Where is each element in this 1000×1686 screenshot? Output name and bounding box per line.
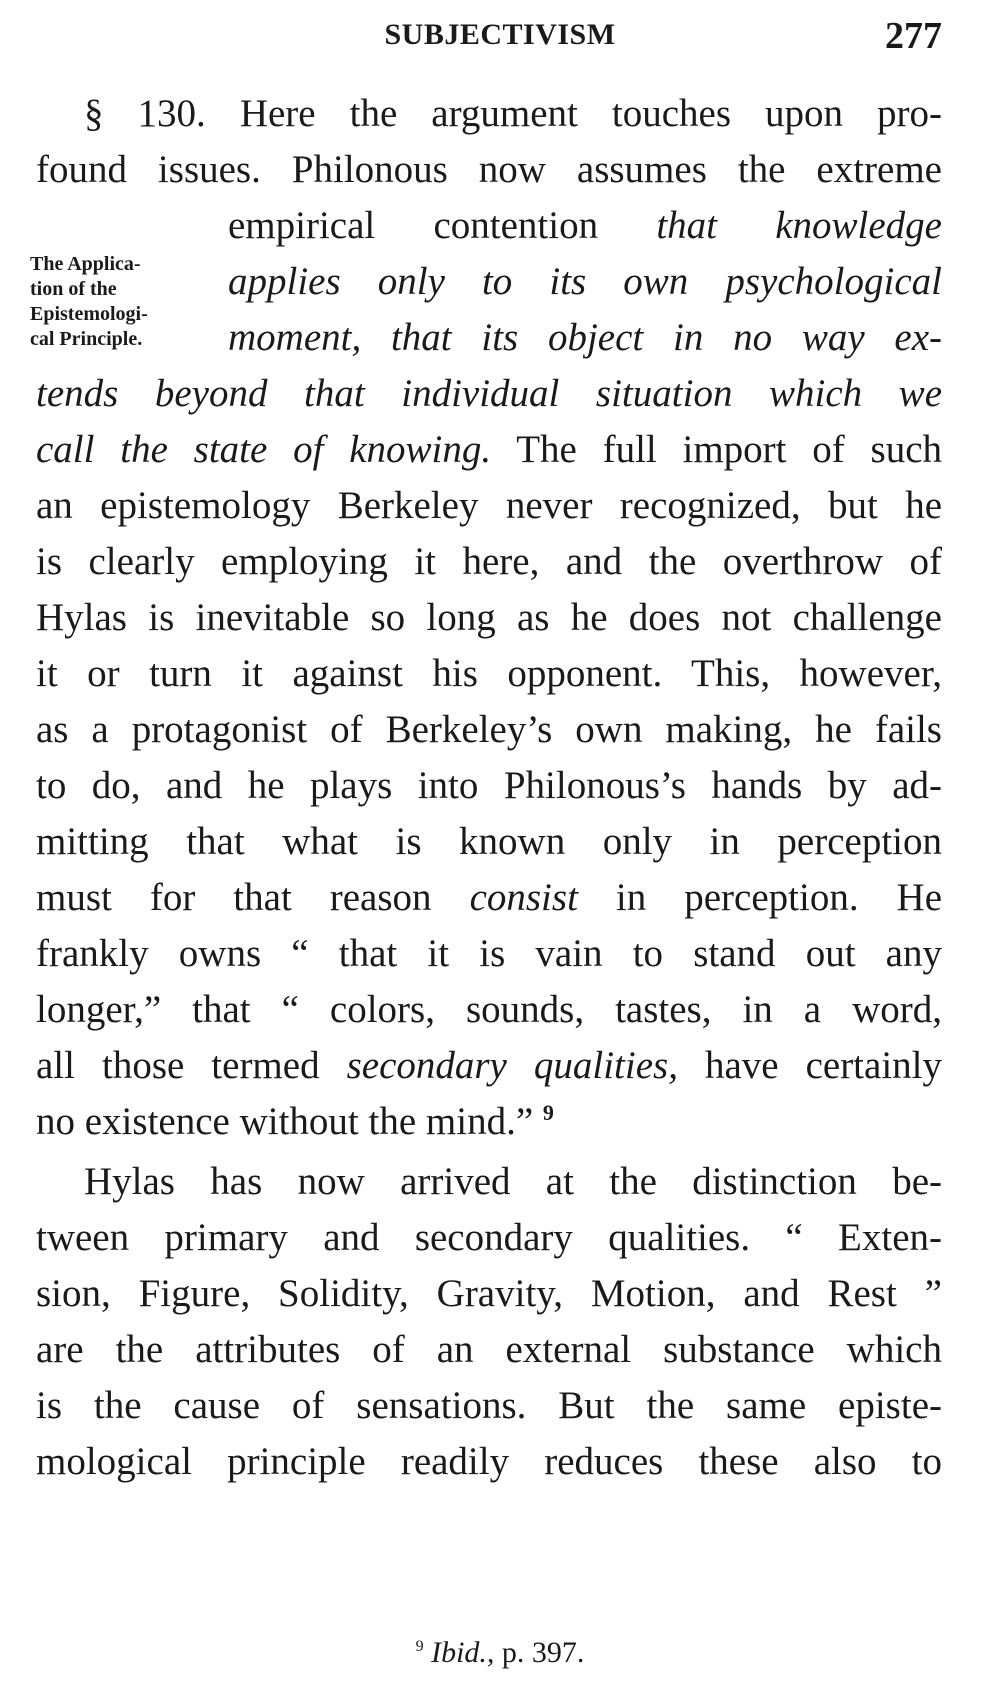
text-line: applies only to its own psychological xyxy=(228,260,942,303)
margin-note-line: cal Principle. xyxy=(30,328,143,350)
text-run: empirical contention xyxy=(228,204,599,247)
italic-run: call the state of knowing. xyxy=(36,428,492,471)
text-line: an epistemology Berkeley never recognized, but he xyxy=(36,484,942,527)
text-line: moment, that its object in no way ex- xyxy=(228,316,942,359)
text-line: are the attributes of an external substance which xyxy=(36,1328,942,1371)
footnote-ref: Ibid., xyxy=(431,1636,495,1669)
margin-note xyxy=(30,252,220,352)
margin-note-line: Epistemologi- xyxy=(30,303,148,325)
footnote-marker: 9 xyxy=(415,1638,424,1655)
margin-note-line: The Applica- xyxy=(30,253,141,275)
text-line: frankly owns “ that it is vain to stand out any xyxy=(36,932,942,975)
footnote-page: p. 397. xyxy=(501,1636,585,1669)
text-line: mological principle readily reduces these also to xyxy=(36,1440,942,1483)
text-line: is clearly employing it here, and the overthrow of xyxy=(36,540,942,583)
italic-run: that knowledge xyxy=(656,204,942,247)
text-line: as a protagonist of Berkeley’s own making, he fails xyxy=(36,708,942,751)
text-line: tends beyond that individual situation which we xyxy=(36,372,942,415)
text-line xyxy=(36,1092,942,1152)
text-line: found issues. Philonous now assumes the extreme xyxy=(36,148,942,191)
text-run: The full import of such xyxy=(516,428,943,471)
text-line xyxy=(228,196,942,256)
text-line xyxy=(84,84,942,144)
italic-run: secondary qualities, xyxy=(346,1044,678,1087)
text-line: is the cause of sensations. But the same episte- xyxy=(36,1384,942,1427)
text-line: sion, Figure, Solidity, Gravity, Motion, and Rest ” xyxy=(36,1272,942,1315)
text-line xyxy=(36,1036,942,1096)
text-line: Hylas is inevitable so long as he does not challenge xyxy=(36,596,942,639)
text-line: mitting that what is known only in perception xyxy=(36,820,942,863)
text-line xyxy=(36,868,942,928)
text-line: longer,” that “ colors, sounds, tastes, in a word, xyxy=(36,988,942,1031)
margin-note-line: tion of the xyxy=(30,278,117,300)
text-run: in perception. He xyxy=(615,876,943,919)
section-number: § 130. xyxy=(84,92,206,135)
page-number: 277 xyxy=(885,15,942,57)
text-run: have certainly xyxy=(704,1044,942,1087)
italic-run: consist xyxy=(469,876,578,919)
running-head: SUBJECTIVISM xyxy=(384,18,616,51)
footnote xyxy=(0,1636,1000,1670)
text-run: must for that reason xyxy=(36,876,432,919)
text-line: tween primary and secondary qualities. “ Exten- xyxy=(36,1216,942,1259)
footnote-reference[interactable]: 9 xyxy=(542,1100,554,1125)
text-line: it or turn it against his opponent. This, however, xyxy=(36,652,942,695)
text-line: Hylas has now arrived at the distinction be- xyxy=(84,1160,942,1203)
text-line xyxy=(36,420,942,480)
page-header xyxy=(0,14,1000,64)
text-run: no existence without the mind.” xyxy=(36,1100,534,1143)
text-line: to do, and he plays into Philonous’s hands by ad- xyxy=(36,764,942,807)
text-run: all those termed xyxy=(36,1044,320,1087)
text-run: Here the argument touches upon pro- xyxy=(239,92,943,135)
